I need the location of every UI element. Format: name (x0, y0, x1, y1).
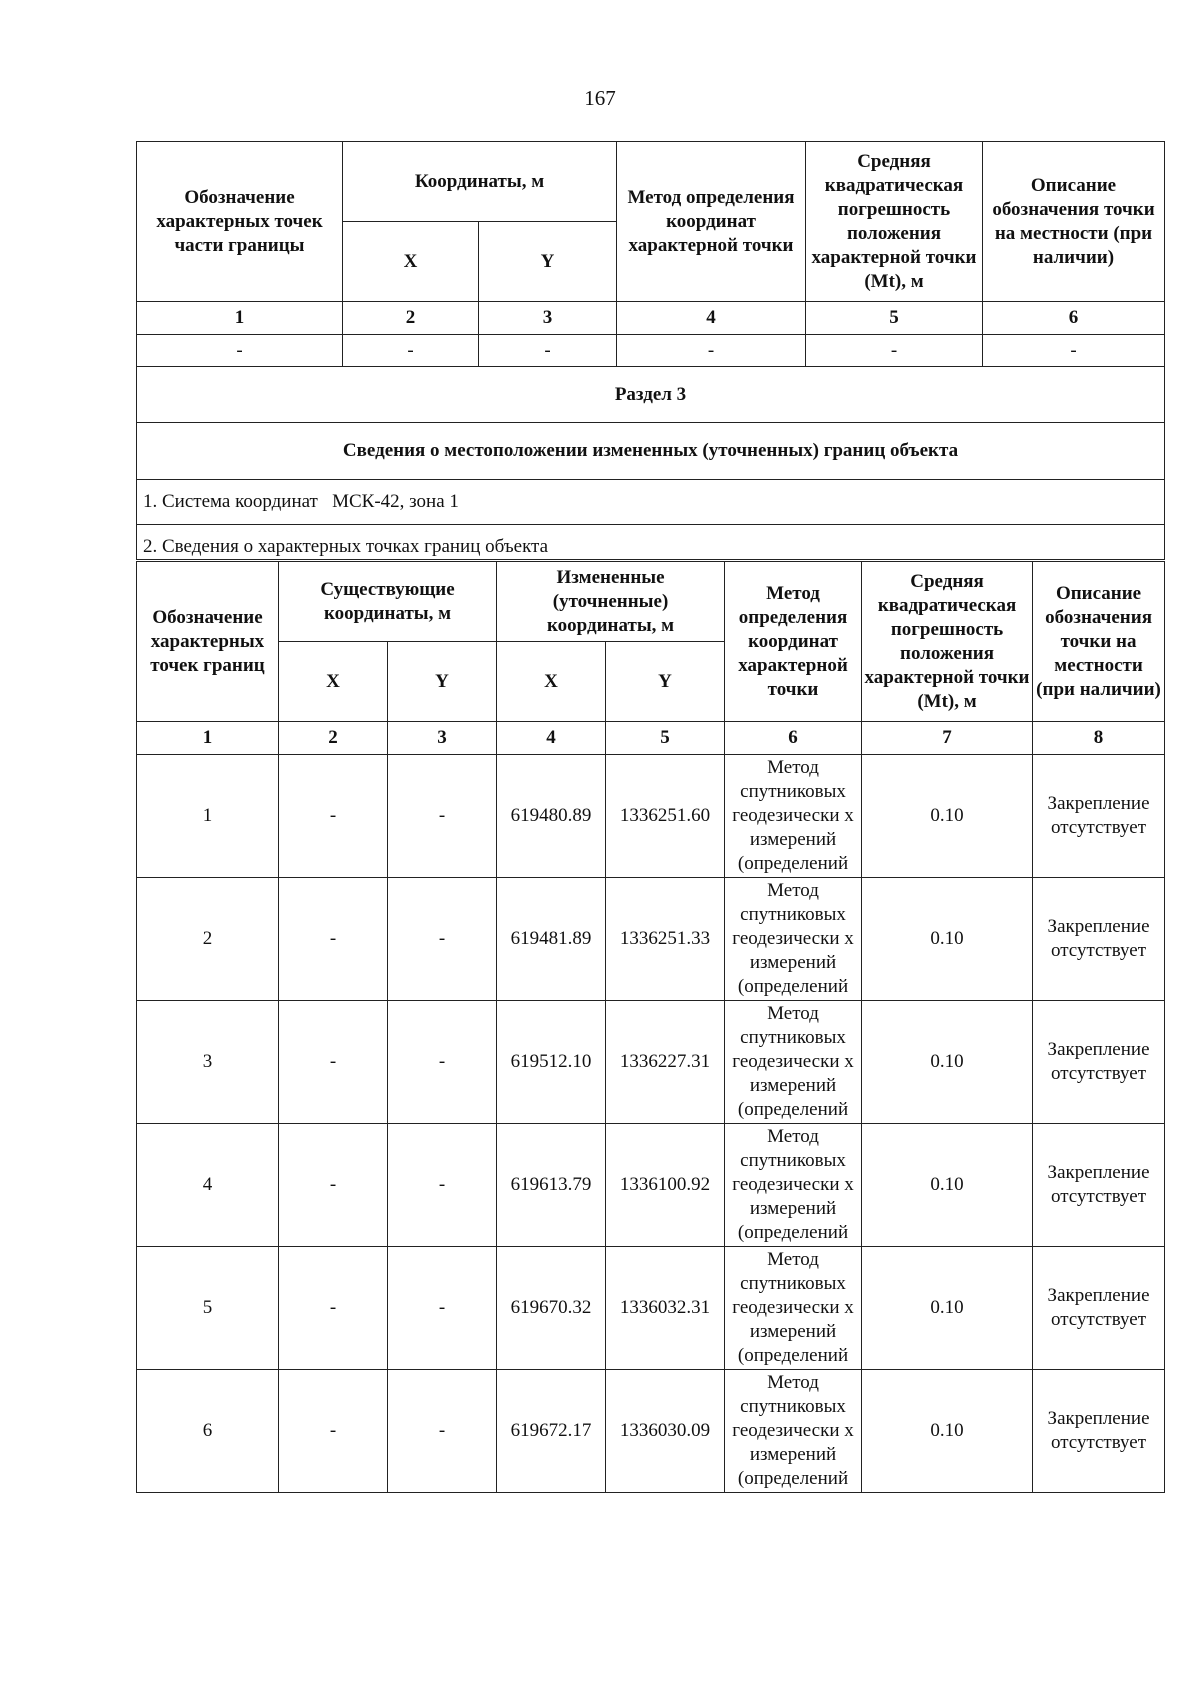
point-description: Закрепление отсутствует (1033, 1370, 1165, 1493)
table-cell: - (617, 335, 806, 367)
column-number: 1 (137, 722, 279, 755)
coordinate-system-text: 1. Система координат МСК-42, зона 1 (143, 491, 459, 512)
changed-x: 619613.79 (497, 1124, 606, 1247)
existing-y: - (388, 1001, 497, 1124)
column-number: 6 (725, 722, 862, 755)
point-number: 3 (137, 1001, 279, 1124)
error-value: 0.10 (862, 1001, 1033, 1124)
point-number: 4 (137, 1124, 279, 1247)
existing-x: - (279, 1001, 388, 1124)
changed-y: 1336251.33 (606, 878, 725, 1001)
existing-x: - (279, 1370, 388, 1493)
existing-x: - (279, 755, 388, 878)
column-number: 5 (806, 302, 983, 335)
existing-y: - (388, 1370, 497, 1493)
section-title: Раздел 3 (137, 367, 1165, 423)
table-cell: - (343, 335, 479, 367)
error-value: 0.10 (862, 1247, 1033, 1370)
header-method: Метод определения координат характерной точки (617, 142, 806, 302)
header-description: Описание обозначения точки на местности (при наличии) (1033, 562, 1165, 722)
table-row (137, 878, 1165, 1001)
column-number: 8 (1033, 722, 1165, 755)
table-row (137, 335, 1165, 367)
column-number-row (137, 722, 1165, 755)
table-cell: - (806, 335, 983, 367)
column-number: 7 (862, 722, 1033, 755)
existing-y: - (388, 1124, 497, 1247)
existing-x: - (279, 1247, 388, 1370)
point-number: 5 (137, 1247, 279, 1370)
table-row (137, 1247, 1165, 1370)
point-number: 1 (137, 755, 279, 878)
changed-y: 1336251.60 (606, 755, 725, 878)
points-info: 2. Сведения о характерных точках границ объекта (137, 525, 1165, 560)
page-number: 167 (584, 86, 616, 110)
boundary-points-table (136, 561, 1165, 1493)
column-number: 6 (983, 302, 1165, 335)
header-changed-y: Y (606, 642, 725, 722)
changed-x: 619481.89 (497, 878, 606, 1001)
header-changed-x: X (497, 642, 606, 722)
header-method: Метод определения координат характерной точки (725, 562, 862, 722)
column-number: 2 (279, 722, 388, 755)
header-existing-y: Y (388, 642, 497, 722)
table-row (137, 1001, 1165, 1124)
table-cell: - (983, 335, 1165, 367)
point-description: Закрепление отсутствует (1033, 1124, 1165, 1247)
existing-y: - (388, 755, 497, 878)
point-description: Закрепление отсутствует (1033, 755, 1165, 878)
method: Метод спутниковых геодезически х измерений (определений (725, 1370, 862, 1493)
error-value: 0.10 (862, 878, 1033, 1001)
existing-y: - (388, 878, 497, 1001)
column-number: 3 (388, 722, 497, 755)
header-changed-coordinates: Измененные (уточненные) координаты, м (497, 562, 725, 642)
column-number: 3 (479, 302, 617, 335)
header-designation: Обозначение характерных точек части границы (137, 142, 343, 302)
changed-y: 1336227.31 (606, 1001, 725, 1124)
header-existing-x: X (279, 642, 388, 722)
table-row (137, 755, 1165, 878)
header-error: Средняя квадратическая погрешность положения характерной точки (Mt), м (862, 562, 1033, 722)
column-number: 5 (606, 722, 725, 755)
changed-y: 1336100.92 (606, 1124, 725, 1247)
changed-x: 619512.10 (497, 1001, 606, 1124)
existing-x: - (279, 1124, 388, 1247)
point-description: Закрепление отсутствует (1033, 1001, 1165, 1124)
changed-y: 1336030.09 (606, 1370, 725, 1493)
error-value: 0.10 (862, 1124, 1033, 1247)
error-value: 0.10 (862, 755, 1033, 878)
changed-x: 619480.89 (497, 755, 606, 878)
changed-x: 619670.32 (497, 1247, 606, 1370)
header-designation: Обозначение характерных точек границ (137, 562, 279, 722)
column-number: 1 (137, 302, 343, 335)
point-number: 2 (137, 878, 279, 1001)
section-subtitle: Сведения о местоположении измененных (уточненных) границ объекта (137, 423, 1165, 480)
changed-x: 619672.17 (497, 1370, 606, 1493)
header-y: Y (479, 222, 617, 302)
column-number: 2 (343, 302, 479, 335)
table-row (137, 1370, 1165, 1493)
header-error: Средняя квадратическая погрешность положения характерной точки (Mt), м (806, 142, 983, 302)
part-boundary-points-table (136, 141, 1165, 560)
point-description: Закрепление отсутствует (1033, 1247, 1165, 1370)
method: Метод спутниковых геодезически х измерений (определений (725, 1247, 862, 1370)
column-number: 4 (617, 302, 806, 335)
header-coordinates: Координаты, м (343, 142, 617, 222)
method: Метод спутниковых геодезически х измерений (определений (725, 878, 862, 1001)
header-description: Описание обозначения точки на местности (при наличии) (983, 142, 1165, 302)
point-number: 6 (137, 1370, 279, 1493)
header-existing-coordinates: Существующие координаты, м (279, 562, 497, 642)
table-cell: - (137, 335, 343, 367)
point-description: Закрепление отсутствует (1033, 878, 1165, 1001)
column-number-row (137, 302, 1165, 335)
changed-y: 1336032.31 (606, 1247, 725, 1370)
existing-y: - (388, 1247, 497, 1370)
method: Метод спутниковых геодезически х измерений (определений (725, 755, 862, 878)
table-cell: - (479, 335, 617, 367)
existing-x: - (279, 878, 388, 1001)
coordinate-system (137, 480, 1165, 525)
header-x: X (343, 222, 479, 302)
method: Метод спутниковых геодезически х измерений (определений (725, 1124, 862, 1247)
column-number: 4 (497, 722, 606, 755)
method: Метод спутниковых геодезически х измерений (определений (725, 1001, 862, 1124)
table-row (137, 1124, 1165, 1247)
error-value: 0.10 (862, 1370, 1033, 1493)
